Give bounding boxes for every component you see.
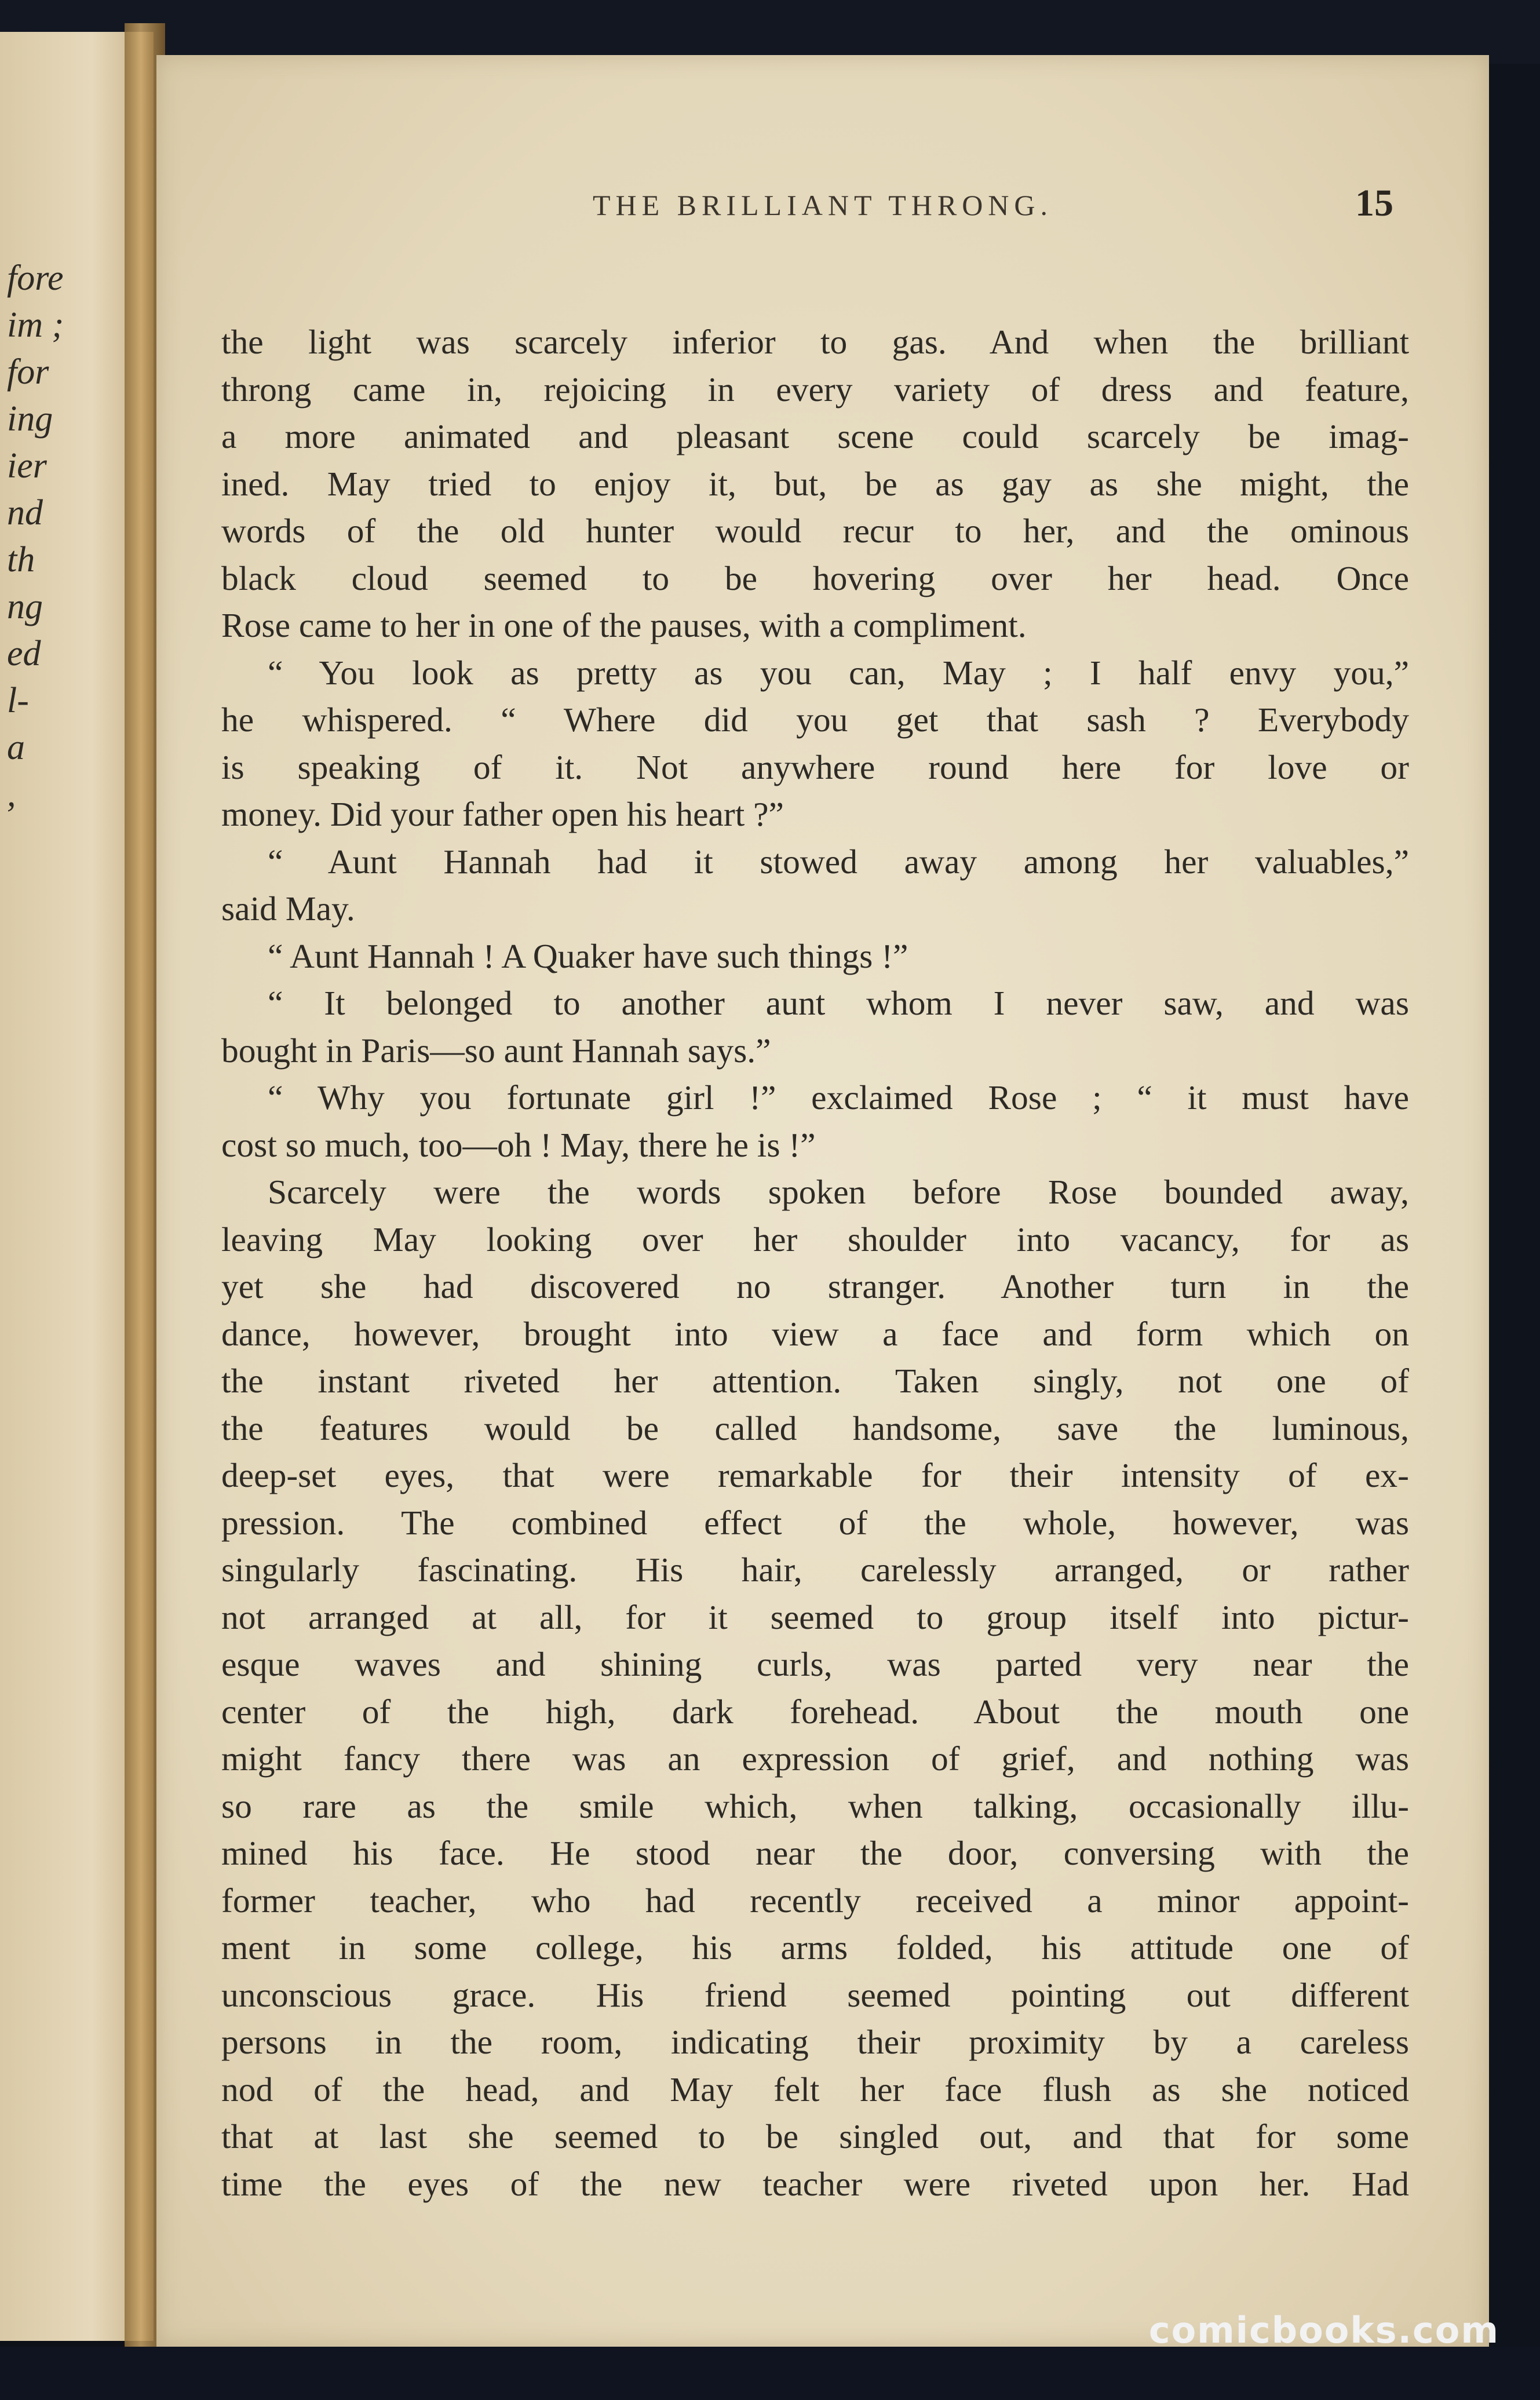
- text-line: Rose came to her in one of the pauses, with a compliment.: [221, 606, 1027, 644]
- text-line: a more animated and pleasant scene could scarcely be imag-: [221, 417, 1409, 455]
- running-head: THE BRILLIANT THRONG.: [592, 189, 1053, 221]
- scan-bottom-band: [0, 2347, 1540, 2400]
- text-line: said May.: [221, 889, 355, 928]
- text-line: pression. The combined effect of the whole, however, was: [221, 1503, 1409, 1542]
- text-line: “ Aunt Hannah had it stowed away among her valuables,”: [268, 842, 1409, 881]
- text-line: esque waves and shining curls, was parted very near the: [221, 1645, 1409, 1683]
- text-line: money. Did your father open his heart ?”: [221, 795, 784, 833]
- text-line: so rare as the smile which, when talking, occasionally illu-: [221, 1786, 1409, 1825]
- text-line: unconscious grace. His friend seemed pointing out different: [221, 1975, 1409, 2014]
- text-line: nod of the head, and May felt her face flush as she noticed: [221, 2070, 1409, 2109]
- text-line: not arranged at all, for it seemed to group itself into pictur-: [221, 1597, 1409, 1636]
- text-line: throng came in, rejoicing in every variety of dress and feature,: [221, 370, 1409, 408]
- text-line: former teacher, who had recently received a minor appoint-: [221, 1881, 1409, 1920]
- text-line: the light was scarcely inferior to gas. And when the brilliant: [221, 323, 1409, 361]
- text-line: the features would be called handsome, save the luminous,: [221, 1409, 1409, 1447]
- left-fragment: ng: [7, 587, 43, 626]
- text-line: dance, however, brought into view a face and form which on: [221, 1314, 1409, 1353]
- left-fragment: ier: [7, 446, 47, 486]
- scan-right-edge: [1489, 64, 1540, 2376]
- text-line: might fancy there was an expression of grief, and nothing was: [221, 1739, 1409, 1778]
- text-line: Scarcely were the words spoken before Rose bounded away,: [268, 1173, 1409, 1211]
- text-line: bought in Paris—so aunt Hannah says.”: [221, 1031, 771, 1070]
- book-page: [156, 55, 1489, 2347]
- text-line: ined. May tried to enjoy it, but, be as gay as she might, the: [221, 464, 1409, 503]
- text-line: “ Aunt Hannah ! A Quaker have such things !”: [268, 936, 908, 975]
- text-line: time the eyes of the new teacher were riveted upon her. Had: [221, 2164, 1409, 2203]
- watermark-text: comicbooks.com: [1148, 2309, 1499, 2351]
- text-line: words of the old hunter would recur to her, and the ominous: [221, 512, 1409, 550]
- left-fragment: im ;: [7, 305, 64, 345]
- text-line: “ It belonged to another aunt whom I never saw, and was: [268, 984, 1409, 1022]
- text-line: deep-set eyes, that were remarkable for their intensity of ex-: [221, 1456, 1409, 1494]
- left-fragment: for: [7, 352, 49, 392]
- left-fragment: nd: [7, 493, 43, 532]
- left-page-fragments: [7, 255, 64, 818]
- left-fragment: ,: [7, 775, 16, 814]
- text-line: he whispered. “ Where did you get that sash ? Everybody: [221, 701, 1409, 739]
- text-line: is speaking of it. Not anywhere round here for love or: [221, 747, 1409, 786]
- text-line: center of the high, dark forehead. About the mouth one: [221, 1692, 1409, 1731]
- text-line: mined his face. He stood near the door, conversing with the: [221, 1834, 1409, 1872]
- left-fragment: fore: [7, 258, 64, 298]
- text-line: persons in the room, indicating their proximity by a careless: [221, 2023, 1409, 2061]
- left-fragment: l-: [7, 681, 29, 720]
- page-number: 15: [1355, 182, 1393, 224]
- left-fragment: ed: [7, 634, 41, 673]
- text-line: “ You look as pretty as you can, May ; I half envy you,”: [268, 653, 1409, 692]
- left-fragment: ing: [7, 399, 53, 439]
- text-line: singularly fascinating. His hair, carelessly arranged, or rather: [221, 1551, 1409, 1589]
- body-text: [221, 319, 1409, 2208]
- text-line: black cloud seemed to be hovering over her head. Once: [221, 559, 1409, 597]
- text-line: leaving May looking over her shoulder into vacancy, for as: [221, 1220, 1409, 1259]
- left-fragment: a: [7, 728, 25, 767]
- text-line: the instant riveted her attention. Taken singly, not one of: [221, 1362, 1409, 1400]
- text-line: that at last she seemed to be singled out, and that for some: [221, 2117, 1409, 2155]
- text-line: yet she had discovered no stranger. Another turn in the: [221, 1267, 1409, 1305]
- left-fragment: th: [7, 540, 35, 579]
- text-line: “ Why you fortunate girl !” exclaimed Rose ; “ it must have: [268, 1078, 1409, 1117]
- text-line: cost so much, too—oh ! May, there he is !”: [221, 1125, 816, 1164]
- text-line: ment in some college, his arms folded, his attitude one of: [221, 1928, 1409, 1967]
